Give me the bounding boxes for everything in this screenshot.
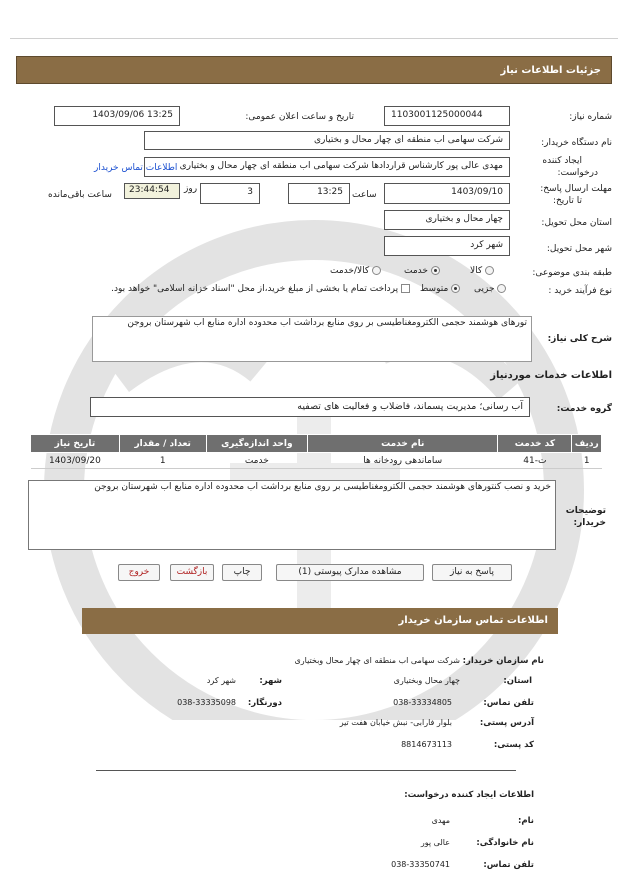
address-label: آدرس پستی: xyxy=(479,718,534,728)
province-contact-value: چهار محال وبختیاری xyxy=(393,676,460,685)
deadline-label-1: مهلت ارسال پاسخ: xyxy=(540,184,612,194)
radio-icon[interactable] xyxy=(497,284,506,293)
phone-contact-label: تلفن تماس: xyxy=(483,698,534,708)
deadline-date-field: 1403/09/10 xyxy=(384,183,510,204)
deadline-label-2: تا تاریخ: xyxy=(552,196,582,206)
service-group-field: آب رسانی؛ مدیریت پسماند، فاضلاب و فعالیت های تصفیه xyxy=(90,397,530,417)
deadline-time-field: 13:25 xyxy=(288,183,350,204)
creator-info-title: اطلاعات ایجاد کننده درخواست: xyxy=(404,790,534,800)
category-label: طبقه بندی موضوعی: xyxy=(532,268,612,278)
payment-treasury-checkbox[interactable]: پرداخت تمام یا بخشی از مبلغ خرید،از محل "اسناد خزانه اسلامی" خواهد بود. xyxy=(48,284,410,294)
process-option-minor[interactable]: جزیی xyxy=(474,284,506,294)
creator-label-2: درخواست: xyxy=(557,168,598,178)
buyer-field: شرکت سهامی اب منطقه ای چهار محال و بختیاری xyxy=(144,131,510,150)
announce-label: تاریخ و ساعت اعلان عمومی: xyxy=(245,112,354,122)
radio-selected-icon[interactable] xyxy=(431,266,440,275)
print-button[interactable]: چاپ xyxy=(222,564,262,581)
keywords-field: تورهای هوشمند حجمی الکترومغناطیسی بر روی منابع برداشت اب محدوده اداره منابع اب شهرستان بروجن xyxy=(92,316,532,362)
buyer-notes-field: خرید و نصب کنتورهای هوشمند حجمی الکترومغناطیسی بر روی منابع برداشت اب محدوده اداره منابع اب شهرستان بروجن xyxy=(28,480,556,550)
page-title: جزئیات اطلاعات نیاز xyxy=(500,65,601,76)
deadline-days-label: روز xyxy=(184,184,198,194)
col-row: ردیف xyxy=(572,435,602,453)
services-table xyxy=(30,434,602,469)
city-contact-label: شهر: xyxy=(259,676,282,686)
deadline-time-label: ساعت xyxy=(352,190,377,200)
contact-divider xyxy=(96,770,516,771)
exit-button[interactable]: خروج xyxy=(118,564,160,581)
services-title: اطلاعات خدمات مورد‌نیاز xyxy=(490,370,612,381)
contact-section-header xyxy=(82,608,558,634)
creator-label-1: ایجاد کننده xyxy=(542,156,582,166)
phone-contact-value: 038-33334805 xyxy=(393,698,452,707)
process-label: نوع فرآیند خرید : xyxy=(548,286,612,296)
cell-code: ت-41 xyxy=(498,453,572,469)
cell-date: 1403/09/20 xyxy=(31,453,120,469)
creator-phone-value: 038-33350741 xyxy=(391,860,450,869)
address-value: بلوار فارابی- نبش خیابان هفت تیر xyxy=(339,718,452,727)
creator-family-label: نام خانوادگی: xyxy=(476,838,534,848)
creator-field: مهدی عالی پور کارشناس قراردادها شرکت سهامی اب منطقه ای چهار محال و بختیاری xyxy=(144,157,510,177)
view-attachments-button[interactable]: مشاهده مدارک پیوستی (1) xyxy=(276,564,424,581)
org-value: شرکت سهامی اب منطقه ای چهار محال وبختیاری xyxy=(294,656,460,665)
creator-name-label: نام: xyxy=(517,816,534,826)
cell-name: ساماندهی رودخانه ها xyxy=(308,453,498,469)
table-row xyxy=(31,453,602,469)
back-button[interactable]: بازگشت xyxy=(170,564,214,581)
province-label: استان محل تحویل: xyxy=(541,218,612,228)
fax-contact-value: 038-33335098 xyxy=(177,698,236,707)
col-code: کد خدمت xyxy=(498,435,572,453)
city-label: شهر محل تحویل: xyxy=(546,244,612,254)
radio-selected-icon[interactable] xyxy=(451,284,460,293)
cell-row: 1 xyxy=(572,453,602,469)
org-label: نام سازمان خریدار: xyxy=(462,656,544,666)
col-qty: تعداد / مقدار xyxy=(119,435,206,453)
buyer-label: نام دستگاه خریدار: xyxy=(541,138,612,148)
service-group-label: گروه خدمت: xyxy=(556,404,612,414)
need-number-field: 1103001125000044 xyxy=(384,106,510,126)
contact-section-title: اطلاعات تماس سازمان خریدار xyxy=(398,615,548,626)
remaining-time-label: ساعت باقی‌مانده xyxy=(48,190,112,200)
checkbox-icon[interactable] xyxy=(401,284,410,293)
city-contact-value: شهر کرد xyxy=(206,676,236,685)
creator-name-value: مهدی xyxy=(431,816,450,825)
creator-family-value: عالی پور xyxy=(420,838,450,847)
creator-phone-label: تلفن تماس: xyxy=(483,860,534,870)
category-option-both[interactable]: کالا/خدمت xyxy=(330,266,381,276)
keywords-label: شرح کلی نیاز: xyxy=(547,334,612,344)
radio-icon[interactable] xyxy=(372,266,381,275)
reply-button[interactable]: پاسخ به نیاز xyxy=(432,564,512,581)
buyer-notes-label-1: توضیحات xyxy=(565,506,606,516)
category-option-goods[interactable]: کالا xyxy=(470,266,494,276)
postal-label: کد پستی: xyxy=(493,740,534,750)
col-date: تاریخ نیاز xyxy=(31,435,120,453)
col-name: نام خدمت xyxy=(308,435,498,453)
top-divider xyxy=(10,38,618,39)
province-contact-label: استان: xyxy=(503,676,532,686)
cell-unit: خدمت xyxy=(206,453,308,469)
province-field: چهار محال و بختیاری xyxy=(384,210,510,230)
table-header-row xyxy=(31,435,602,453)
city-field: شهر کرد xyxy=(384,236,510,256)
fax-contact-label: دورنگار: xyxy=(247,698,282,708)
radio-icon[interactable] xyxy=(485,266,494,275)
buyer-notes-label-2: خریدار: xyxy=(573,518,606,528)
deadline-days-field: 3 xyxy=(200,183,260,204)
remaining-time-field: 23:44:54 xyxy=(124,183,180,199)
category-option-service[interactable]: خدمت xyxy=(404,266,440,276)
need-number-label: شماره نیاز: xyxy=(569,112,612,122)
col-unit: واحد اندازه‌گیری xyxy=(206,435,308,453)
process-option-medium[interactable]: متوسط xyxy=(420,284,460,294)
postal-value: 8814673113 xyxy=(401,740,452,749)
cell-qty: 1 xyxy=(119,453,206,469)
page-header xyxy=(16,56,612,84)
announce-field: 1403/09/06 13:25 xyxy=(54,106,180,126)
buyer-contact-link[interactable]: اطلاعات تماس خریدار xyxy=(94,163,178,173)
